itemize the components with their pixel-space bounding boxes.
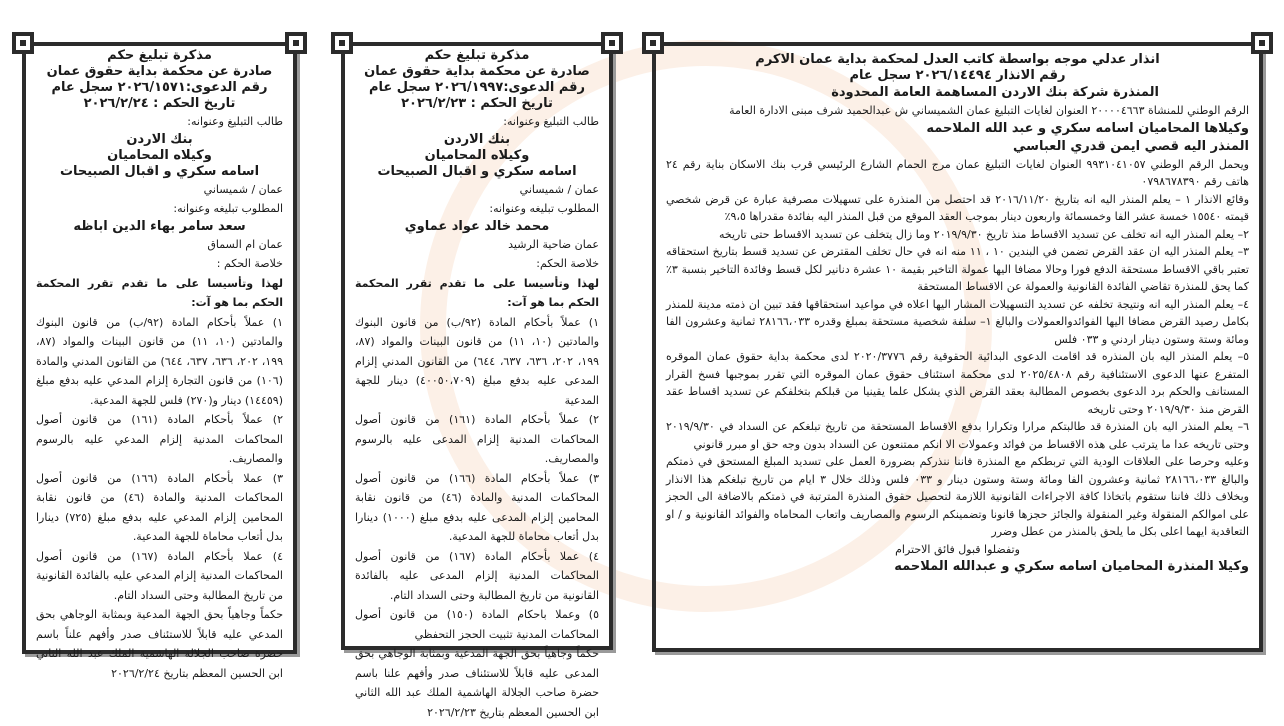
ruling-item: ٥) وعملا باحكام المادة (١٥٠) من قانون أصول المحاكمات المدنية تثبيت الحجز التحفظي [355, 608, 599, 641]
lawyers-label: وكيلاه المحاميان [424, 147, 530, 163]
target-label: المطلوب تبليغه وعنوانه: [173, 202, 283, 215]
paragraph: وعليه وحرصا على العلاقات الودية التي تربطكم مع المنذرة فاننا ننذركم بضرورة العمل على تسديد المبلغ المستحق في ذمتكم والبالغ ٢٨١٦٦،٠٣٣ ثمانية وعشرون الفا ومائة وستة وستون دينار و ٠٣٣ فلس وذلك خلال ٣ ايام من تاريخ تبلغكم هذا الانذار وبخلاف ذلك فاننا ستقوم باتخاذا كافة الاجراءات القانونية اللازمة لتحصيل حقوق المنذرة المترتبة في ذمتكم بالاضافة الى الحجز على اموالكم المنقولة وغير المنقولة والجائز حجزها قانونا وتضمينكم الرسوم والمصاريف واتعاب المحاماه والفوائد القانونية و / او التعاقدية ايهما اعلى بكل ما يلحق بالمنذر من عطل وضرر [666, 455, 1249, 538]
notice-enforcement [652, 42, 1263, 652]
judgment-date: تاريخ الحكم : ٢٠٢٦/٢/٢٤ [83, 96, 236, 111]
notice-judgment-1571 [22, 42, 297, 680]
target-label: المطلوب تبليغه وعنوانه: [489, 202, 599, 215]
summary-label: خلاصة الحكم: [536, 257, 599, 270]
ruling-item: ٤) عملا بأحكام المادة (١٦٧) من قانون أصول المحاكمات المدنية إلزام المدعى عليه بالفائدة القانونية من تاريخ المطالبة وحتى السداد التام. [355, 549, 599, 602]
ruling-item: ٢) عملاً بأحكام المادة (١٦١) من قانون أصول المحاكمات المدنية إلزام المدعى عليه بالرسوم والمصاريف. [355, 413, 599, 465]
paragraph: ٣– يعلم المنذر اليه ان عقد القرض تضمن في البندين ١٠ ، ١١ منه انه في حال تخلف المقترض عن تسديد قسط بتاريخ استحقاقه تعتبر باقي الاقساط مستحقة الدفع فورا وحالا مضافا اليها عمولة التاخير بقيمة ١٠ عشرة دنانير لكل قسط وفائدة التاخير بنسبة ٣٪ كما يحق للمنذرة تقاضي الفائدة القانونية والعمولة عن الاقساط المستحقة [666, 245, 1249, 293]
corner-ornament [1251, 32, 1273, 54]
target-name: سعد سامر بهاء الدين اباظه [73, 218, 246, 234]
ruling-item: ١) عملاً بأحكام المادة (٩٢/ب) من قانون البنوك والمادتين (١٠، ١١) من قانون البينات والمواد (٨٧، ١٩٩، ٢٠٢، ٦٣٦، ٦٣٧، ٦٤٤) من القانون المدني والمادة (١٠٦) من قانون التجارة إلزام المدعي عليه بدفع مبلغ (١٤٤٥٩) دينار و(٢٧٠) فلس للجهة المدعية. [36, 315, 284, 407]
lawyers: وكيلاها المحاميان اسامه سكري و عبد الله الملاحمه [926, 120, 1249, 136]
lawyers-label: وكيلاه المحاميان [107, 147, 212, 163]
target-name: محمد خالد عواد عماوي [404, 218, 550, 234]
corner-ornament [642, 32, 664, 54]
notice-number: رقم الانذار ٢٠٢٦/١٤٤٩٤ سجل عام [849, 68, 1066, 83]
notice-title: مذكرة تبليغ حكم [424, 48, 530, 63]
paragraph: ٤– يعلم المنذر اليه انه ونتيجة تخلفه عن تسديد التسهيلات المشار اليها اعلاه في مواعيد استحقاقها فقد تبين ان ذمته مدينة للمنذر بكامل رصيد القرض مضافا اليها الفوائدوالعمولات والبالغ ١– سلفة شخصية مستحقة بمبلغ وقدره ٢٨١٦٦،٠٣٣ ثمانية وعشرون الفا ومائة وستة وستون دينار اردني و ٠٣٣ فلس [666, 297, 1250, 346]
notice-title: انذار عدلي موجه بواسطة كاتب العدل لمحكمة بداية عمان الاكرم [755, 52, 1160, 67]
notice-judgment-1997 [341, 42, 613, 719]
case-number: رقم الدعوى:٢٠٢٦/١٩٩٧ سجل عام [368, 80, 586, 95]
requester-label: طالب التبليغ وعنوانه: [503, 115, 599, 128]
ruling-item: ٣) عملاً بأحكام المادة (١٦٦) من قانون أصول المحاكمات المدنية والمادة (٤٦) من قانون نقابة المحامين إلزام المدعى عليه بدفع مبلغ (١٠٠٠) دينارا بدل أتعاب محاماة للجهة المدعية. [355, 471, 599, 543]
ruling-item: ٢) عملاً بأحكام المادة (١٦١) من قانون أصول المحاكمات المدنية إلزام المدعي عليه بالرسوم والمصاريف. [36, 413, 283, 465]
paragraph: وقائع الانذار ١ – يعلم المنذر اليه انه بتاريخ ٢٠١٦/١١/٢٠ قد احتصل من المنذرة على تسهيلات مصرفية عبارة عن قرض شخصي قيمته ١٥٥٤٠ خمسة عشر الفا وخمسمائة واربعون دينار بموجب العقد الموقع من قبل المنذر اليه بفائدة مقدراها ٩،٥٪ [666, 192, 1250, 223]
summary-label: خلاصة الحكم : [216, 257, 283, 270]
corner-ornament [331, 32, 353, 54]
corner-ornament [12, 32, 34, 54]
recipient-info: ويحمل الرقم الوطني ٩٩٣١٠٤١٠٥٧ العنوان لغايات التبليغ عمان مرج الحمام الشارع الرئيسي قرب بنك الاسكان بناية رقم ٢٤ هاتف رقم ٠٧٩٨٦٧٨٣٩٠ [666, 157, 1249, 188]
closing: وتفضلوا قبول فائق الاحترام [895, 542, 1020, 556]
requester-label: طالب التبليغ وعنوانه: [187, 115, 283, 128]
corner-ornament [601, 32, 623, 54]
requester-name: بنك الاردن [443, 131, 511, 147]
notice-title: مذكرة تبليغ حكم [107, 48, 212, 63]
lawyers: اسامه سكري و اقبال الصبيحات [377, 163, 577, 179]
requester-name: بنك الاردن [126, 131, 193, 147]
case-number: رقم الدعوى:٢٠٢٦/١٥٧١ سجل عام [51, 80, 268, 95]
signature: وكيلا المنذرة المحاميان اسامه سكري و عبدالله الملاحمه [894, 559, 1249, 574]
requester-address: عمان / شميساني [203, 182, 283, 196]
requester-address: عمان / شميساني [519, 182, 599, 196]
target-address: عمان ام السماق [207, 237, 283, 251]
court: صادرة عن محكمة بداية حقوق عمان [46, 64, 273, 79]
summary-intro: لهذا وتأسيسا على ما تقدم تقرر المحكمة الحكم بما هو آت: [36, 276, 283, 309]
verdict: حكماً وجاهياً بحق الجهة المدعية وبمثابة الوجاهي بحق المدعى عليه قابلاً للاستئناف صدر وأفهم علنا باسم حضرة صاحب الجلالة الهاشمية الملك عبد الله الثاني ابن الحسين المعظم بتاريخ ٢٠٢٦/٢/٢٣ [355, 647, 599, 719]
paragraph: ٥– يعلم المنذر اليه بان المنذره قد اقامت الدعوى البدائية الحقوقية رقم ٢٠٢٠/٣٧٧٦ لدى محكمة بداية حقوق عمان الموقره المتفرع عنها الدعوى الاستئنافية رقم ٢٠٢٥/٤٨٠٨ لدى محكمة استئناف حقوق عمان الموقره التي تقرر بموجبها فسخ القرار المستانف والحكم برد الدعوى بخصوص المطالبة بعقد القرض الذي يشكل علما يقينيا من قبلكم بتخلفكم عن تسديد اقساط عقد القرض منذ ٢٠١٩/٩/٣٠ وحتى تاريخه [666, 350, 1249, 416]
corner-ornament [285, 32, 307, 54]
ruling-item: ٣) عملا بأحكام المادة (١٦٦) من قانون أصول المحاكمات المدنية والمادة (٤٦) من قانون نقابة المحامين إلزام المدعي عليه بدفع مبلغ (٧٢٥) دينارا بدل أتعاب محاماة للجهة المدعية. [36, 471, 283, 543]
ruling-item: ٤) عملا بأحكام المادة (١٦٧) من قانون أصول المحاكمات المدنية إلزام المدعي عليه بالفائدة القانونية من تاريخ المطالبة وحتى السداد التام. [36, 549, 283, 602]
lawyers: اسامه سكري و اقبال الصبيحات [59, 163, 260, 179]
court: صادرة عن محكمة بداية حقوق عمان [364, 64, 590, 79]
summary-intro: لهذا وتأسيسا على ما تقدم تقرر المحكمة الحكم بما هو آت: [355, 276, 599, 309]
judgment-date: تاريخ الحكم : ٢٠٢٦/٢/٢٣ [401, 96, 553, 111]
sender: المنذرة شركة بنك الاردن المساهمة العامة المحدودة [831, 85, 1159, 100]
paragraph: ٦– يعلم المنذر اليه بان المنذرة قد طالبتكم مرارا وتكرارا بدفع الاقساط المستحقة من تاريخ تبلغكم عن السداد في ٢٠١٩/٩/٣٠ وحتى تاريخه عدا ما يترتب على هذه الاقساط من فوائد وعمولات الا انكم ممتنعون عن السداد بدون وجه حق او مبرر قانوني [666, 420, 1249, 451]
ruling-item: ١) عملاً بأحكام المادة (٩٢/ب) من قانون البنوك والمادتين (١٠، ١١) من قانون البينات والمواد (٨٧، ١٩٩، ٢٠٢، ٦٣٦، ٦٣٧، ٦٤٤) من القانون المدني إلزام المدعى عليه بدفع مبلغ (٤٠٠٥٠،٧٠٩) دينار للجهة المدعية [355, 315, 600, 407]
verdict: حكماً وجاهياً بحق الجهة المدعية وبمثابة الوجاهي بحق المدعي عليه قابلاً للاستئناف صدر وأفهم علناً باسم حضرة صاحب الجلالة الهاشمية الملك عبد الله الثاني ابن الحسين المعظم بتاريخ ٢٠٢٦/٢/٢٤ [36, 608, 283, 680]
target-address: عمان ضاحية الرشيد [508, 237, 599, 251]
paragraph: ٢– يعلم المنذر اليه انه تخلف عن تسديد الاقساط منذ تاريخ ٢٠١٩/٩/٣٠ وما زال يتخلف عن تسديد الاقساط حتى تاريخه [718, 227, 1249, 241]
sender-info: الرقم الوطني للمنشاة ٢٠٠٠٠٤٦٦٣ العنوان لغايات التبليغ عمان الشميساني ش عبدالحميد شرف مبنى الادارة العامة [729, 104, 1249, 117]
recipient: المنذر اليه قصي ايمن قدري العباسي [1013, 138, 1249, 154]
